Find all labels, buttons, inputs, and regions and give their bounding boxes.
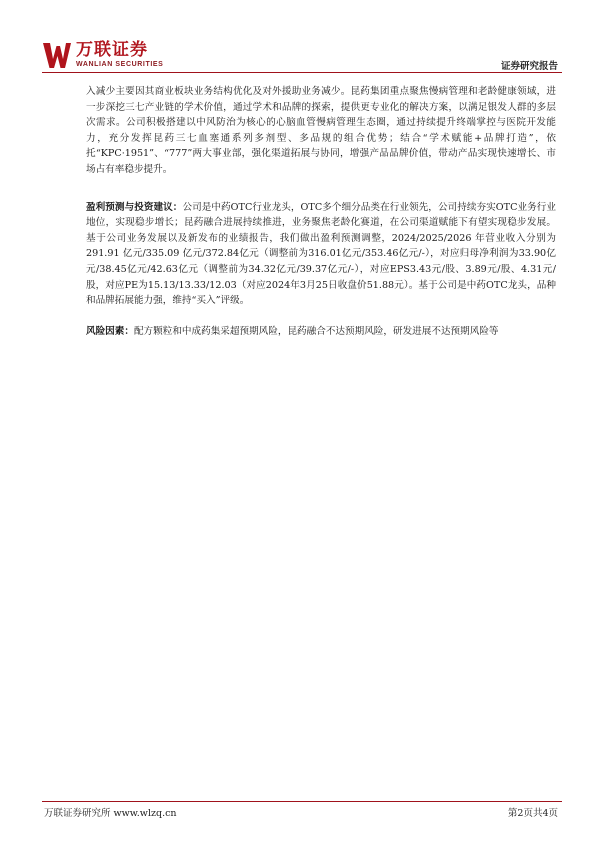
brand-name-cn: 万联证券 [76,40,148,60]
header-divider [42,72,562,73]
brand-name-en: WANLIAN SECURITIES [76,61,164,68]
risk-text: 配方颗粒和中成药集采超预期风险，昆药融合不达预期风险，研发进展不达预期风险等 [133,325,499,337]
risk-label: 风险因素： [86,325,134,337]
risk-paragraph [86,324,556,340]
report-body [86,84,556,354]
footer-source: 万联证券研究所 www.wlzq.cn [44,808,177,819]
forecast-text: 公司是中药OTC行业龙头，OTC多个细分品类在行业领先，公司持续夯实OTC业务行业地位，实现稳步增长；昆药融合进展持续推进，业务聚焦老龄化赛道，在公司渠道赋能下有望实现稳步发展。基于公司业务发展以及新发布的业绩报告，我们做出盈利预测调整，2024/2025/2026 年营业收入分别为 291.91 亿元/335.09 亿元/372.84亿元（调整前为316.01亿元/353.46亿元/-），对应归母净利润为33.90亿元/38.45亿元/42.63亿元（调整前为34.32亿元/39.37亿元/-），对应EPS3.43元/股、3.89元/股、4.31元/股，对应PE为15.13/13.33/12.03（对应2024年3月25日收盘价51.88元）。基于公司是中药OTC龙头，品种和品牌拓展能力强，维持“买入”评级。 [86,201,556,307]
report-type-label: 证券研究报告 [500,61,558,72]
company-logo [42,40,163,74]
business-paragraph: 入减少主要因其商业板块业务结构优化及对外援助业务减少。昆药集团重点聚焦慢病管理和老龄健康领域，进一步深挖三七产业链的学术价值，通过学术和品牌的探索，提供更专业化的解决方案，以满足银发人群的多层次需求。公司积极搭建以中风防治为核心的心脑血管慢病管理生态圈，通过持续提升终端掌控与医院开发能力，充分发挥昆药三七血塞通系列多剂型、多品规的组合优势；结合“学术赋能+品牌打造”，依托“KPC·1951”、“777”两大事业部，强化渠道拓展与协同，增强产品品牌价值，带动产品实现快速增长、市场占有率稳步提升。 [86,86,556,175]
forecast-label: 盈利预测与投资建议： [86,201,183,213]
wanlian-logo-icon [42,40,72,70]
footer-divider [42,801,562,802]
page-header [42,40,560,74]
page-number: 第2页共4页 [507,808,558,819]
forecast-paragraph [86,200,556,309]
